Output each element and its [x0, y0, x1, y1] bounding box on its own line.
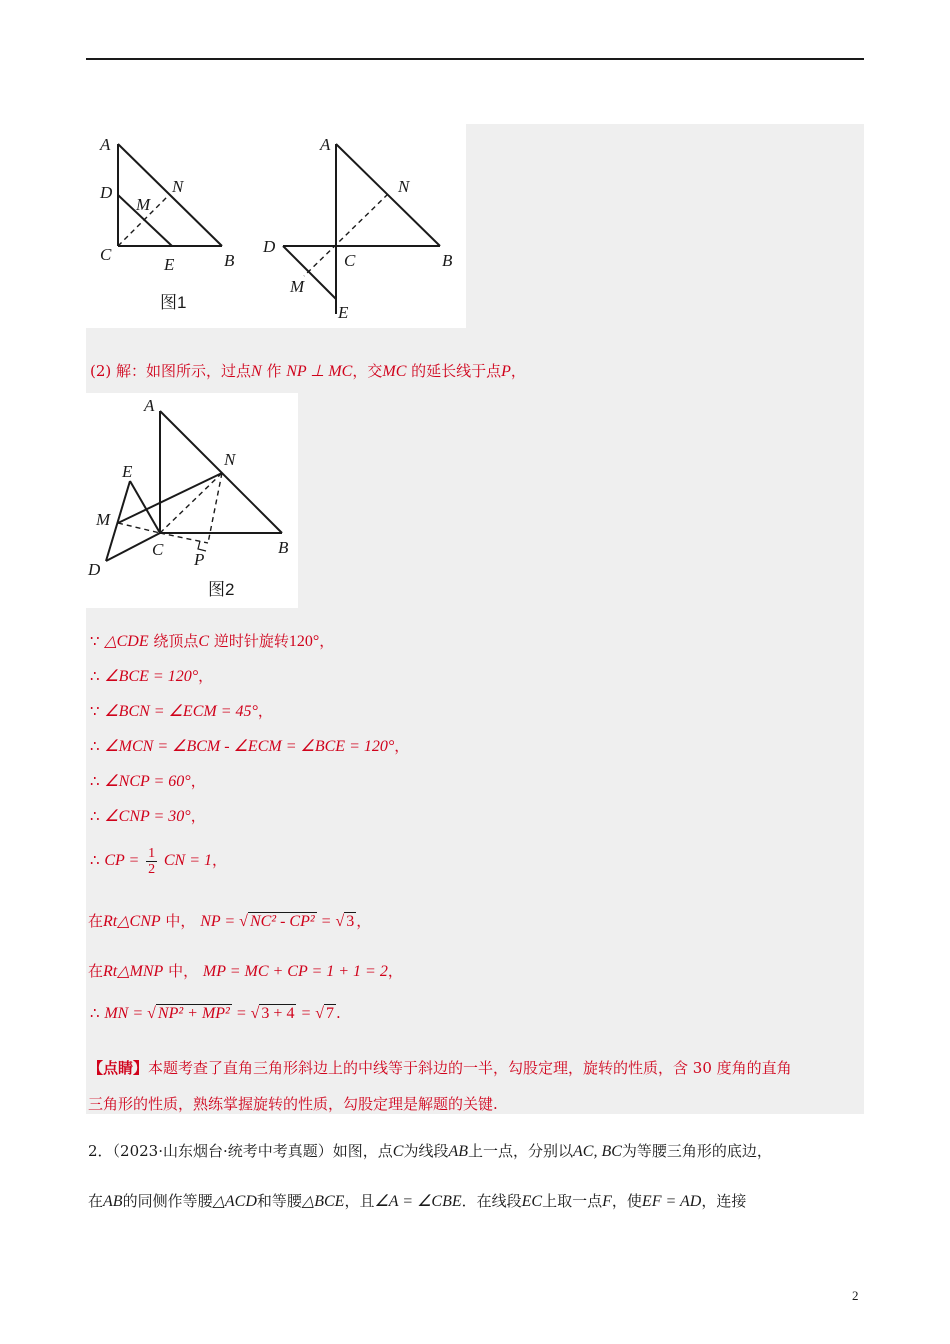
step-8-radicand: NC² - CP² [249, 913, 315, 930]
figure1 [86, 124, 466, 328]
step-8-eq: = [316, 913, 336, 930]
comment-text-1: 本题考查了直角三角形斜边上的中线等于斜边的一半，勾股定理，旋转的性质，含 30 度角的直角 [148, 1059, 792, 1077]
fig1r-label-e: E [338, 303, 349, 322]
step-10: ∴ MN = √ NP² + MP² = √ 3 + 4 = √ 7 . [90, 1004, 341, 1022]
step-9 [88, 960, 403, 983]
problem-line2-ef-ad: EF = AD [641, 1193, 702, 1210]
step-9-end: ， [387, 962, 403, 980]
problem-line2-ab: AB [103, 1193, 123, 1210]
step-10-end: . [336, 1004, 341, 1022]
header-rule [86, 58, 864, 60]
step-5-end: ， [190, 772, 206, 790]
step-4-symbol: ∴ [90, 737, 100, 755]
step-4-expr: ∠MCN = ∠BCM - ∠ECM = ∠BCE = 120° [104, 738, 395, 755]
intro-mc: MC [382, 363, 407, 380]
step-8-mid: 中， [160, 912, 196, 930]
problem-text-2: 上一点，分别以 [468, 1142, 574, 1160]
step-7-end: ， [211, 851, 227, 869]
step-3-symbol: ∵ [90, 702, 100, 720]
problem-number: 2． [88, 1142, 113, 1160]
fig1-caption: 图1 [160, 293, 187, 312]
step-1 [90, 630, 334, 653]
step-7-pre: CP = [104, 852, 140, 869]
fig1r-label-a: A [320, 135, 331, 154]
comment-line-1 [88, 1057, 792, 1079]
problem-line2-acd: △ACD [212, 1193, 257, 1210]
fig2-label-c: C [152, 540, 164, 559]
comment-text-2: 三角形的性质，熟练掌握旋转的性质，勾股定理是解题的关键. [88, 1095, 498, 1113]
step-1-text-2: 逆时针旋转 [209, 632, 289, 650]
step-8-end: ， [356, 912, 372, 930]
step-9-triangle: Rt△MNP [103, 963, 164, 980]
step-1-symbol: ∵ [90, 632, 100, 650]
step-8-radicand-2: 3 [346, 913, 355, 930]
fig1-label-m: M [136, 195, 151, 214]
intro-text-1: (2) 解：如图所示，过点 [90, 362, 252, 380]
step-4 [90, 735, 409, 758]
problem-source: （2023·山东烟台·统考中考真题）如图，点 [112, 1142, 393, 1160]
step-5-expr: ∠NCP = 60° [104, 773, 191, 790]
problem-line2-text-4: ，且 [344, 1192, 375, 1210]
problem-line2-bce: △BCE [301, 1193, 345, 1210]
fig2-label-e: E [122, 462, 133, 481]
fig2-label-p: P [194, 550, 205, 569]
fig2-label-a: A [144, 396, 155, 415]
problem-2-line-1 [88, 1140, 772, 1163]
comment-tag: 【点睛】 [88, 1059, 149, 1077]
problem-text-1: 为线段 [403, 1142, 449, 1160]
step-8-prefix: 在 [88, 912, 104, 930]
problem-line2-ec: EC [521, 1193, 543, 1210]
fraction-numerator: 1 [148, 845, 156, 861]
intro-text-2: 作 [261, 362, 287, 380]
step-3 [90, 700, 273, 723]
problem-line2-text-2: 的同侧作等腰 [122, 1192, 213, 1210]
step-3-end: ， [257, 702, 273, 720]
step-9-prefix: 在 [88, 962, 104, 980]
step-10-eq: = [231, 1005, 251, 1022]
step-9-mid: 中， [163, 962, 199, 980]
intro-text-3: ，交 [352, 362, 383, 380]
problem-line2-text-3: 和等腰 [256, 1192, 302, 1210]
step-8-triangle: Rt△CNP [103, 913, 161, 930]
step-5-symbol: ∴ [90, 772, 100, 790]
problem-ab: AB [448, 1143, 468, 1160]
step-8: 在Rt△CNP 中， NP = √ NC² - CP² = √ 3 ， [88, 912, 372, 930]
problem-ac-bc: AC, BC [573, 1143, 622, 1160]
problem-line2-f: F [602, 1193, 612, 1210]
fig2-label-d: D [88, 560, 101, 579]
step-6-end: ， [190, 807, 206, 825]
problem-line2-text-5: ．在线段 [461, 1192, 522, 1210]
page-number: 2 [852, 1288, 859, 1303]
fig1-label-d: D [100, 183, 113, 202]
step-2-end: ， [198, 667, 214, 685]
fig1r-label-d: D [263, 237, 276, 256]
step-10-radicand-3: 7 [326, 1005, 335, 1022]
step-10-lhs: MN = [104, 1005, 148, 1022]
solution-intro [90, 360, 526, 383]
intro-perp: NP ⊥ MC [286, 363, 353, 380]
step-1-text: 绕顶点 [148, 632, 199, 650]
step-4-end: ， [394, 737, 410, 755]
fig1r-label-n: N [398, 177, 410, 196]
fig2-label-b: B [278, 538, 289, 557]
fig1-label-b: B [224, 251, 235, 270]
step-7-fraction [146, 846, 157, 877]
fig1-label-e: E [164, 255, 175, 274]
comment-line-2 [88, 1093, 498, 1115]
step-7-symbol: ∴ [90, 851, 100, 869]
step-8-lhs: NP = [200, 913, 240, 930]
step-7-post: CN = 1 [163, 852, 212, 869]
problem-line2-text-1: 在 [88, 1192, 104, 1210]
intro-n: N [251, 363, 262, 380]
fig2-caption: 图2 [208, 580, 235, 599]
step-10-eq-2: = [296, 1005, 316, 1022]
fig1r-label-b: B [442, 251, 453, 270]
step-1-triangle: △CDE [104, 633, 149, 650]
intro-text-4: 的延长线于点 [406, 362, 502, 380]
problem-text-3: 为等腰三角形的底边， [621, 1142, 772, 1160]
fig1-label-c: C [100, 245, 112, 264]
step-2-expr: ∠BCE = 120° [104, 668, 199, 685]
step-2-symbol: ∴ [90, 667, 100, 685]
step-2 [90, 665, 213, 688]
step-10-radicand-2: 3 + 4 [261, 1005, 295, 1022]
step-6 [90, 805, 206, 828]
problem-line2-text-7: ，使 [611, 1192, 642, 1210]
fraction-denominator: 2 [148, 861, 156, 877]
fig1r-label-m: M [290, 277, 305, 296]
problem-c: C [392, 1143, 404, 1160]
intro-text-5: ， [510, 362, 526, 380]
problem-line2-angle: ∠A = ∠CBE [374, 1193, 462, 1210]
step-1-c: C [198, 633, 210, 650]
fig2-label-n: N [224, 450, 236, 469]
step-5 [90, 770, 206, 793]
fig2-label-m: M [96, 510, 111, 529]
figure2 [86, 393, 298, 608]
intro-p: P [501, 363, 511, 380]
problem-line2-text-8: ，连接 [701, 1192, 747, 1210]
problem-2-line-2 [88, 1190, 746, 1213]
fig1-label-a: A [100, 135, 111, 154]
step-3-expr: ∠BCN = ∠ECM = 45° [104, 703, 258, 720]
step-10-radicand: NP² + MP² [157, 1005, 230, 1022]
step-1-end: ， [319, 632, 335, 650]
step-6-expr: ∠CNP = 30° [104, 808, 191, 825]
step-1-value: 120° [288, 633, 320, 650]
fig1-label-n: N [172, 177, 184, 196]
fig1r-label-c: C [344, 251, 356, 270]
step-9-expr: MP = MC + CP = 1 + 1 = 2 [202, 963, 388, 980]
step-10-symbol: ∴ [90, 1004, 100, 1022]
problem-line2-text-6: 上取一点 [542, 1192, 603, 1210]
step-7 [90, 842, 227, 879]
step-6-symbol: ∴ [90, 807, 100, 825]
